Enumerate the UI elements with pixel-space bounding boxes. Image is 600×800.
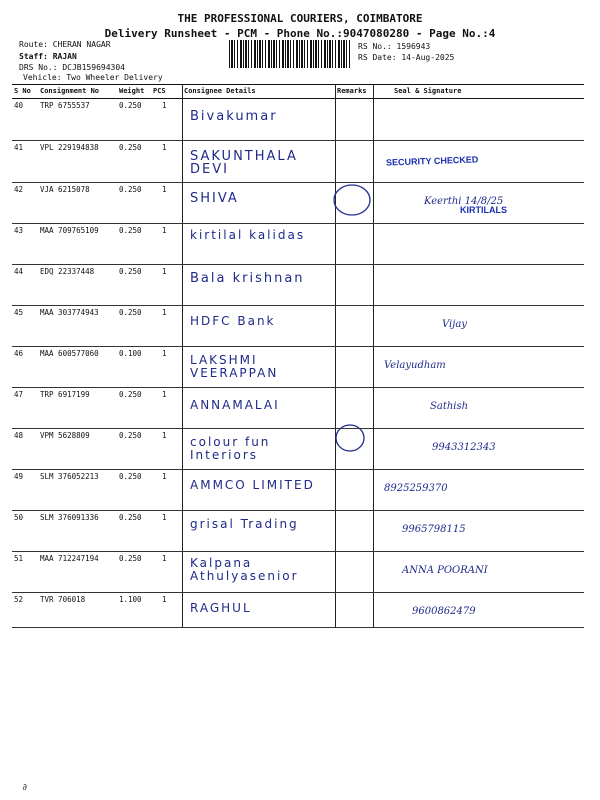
row-weight: 0.250: [119, 101, 142, 110]
row-weight: 0.250: [119, 143, 142, 152]
table-row: [12, 98, 584, 141]
row-consignee-handwritten: Kalpana Athulyasenior: [190, 556, 299, 583]
table-row: [12, 469, 584, 511]
row-consignment-no: MAA 712247194: [40, 554, 99, 563]
row-sno: 51: [14, 554, 24, 563]
row-weight: 0.250: [119, 185, 142, 194]
col-weight: Weight: [119, 87, 145, 95]
row-weight: 0.250: [119, 308, 142, 317]
row-sno: 42: [14, 185, 24, 194]
row-consignee-handwritten: HDFC Bank: [190, 314, 276, 328]
rs-date: RS Date: 14-Aug-2025: [358, 53, 455, 62]
table-row: [12, 346, 584, 388]
table-row: [12, 428, 584, 470]
table-row: [12, 264, 584, 306]
row-signature: ANNA POORANI: [402, 565, 488, 576]
row-weight: 1.100: [119, 595, 142, 604]
row-pcs: 1: [162, 185, 167, 194]
table-row: [12, 182, 584, 224]
row-weight: 0.250: [119, 390, 142, 399]
row-sno: 46: [14, 349, 24, 358]
table-row: [12, 223, 584, 265]
col-consignment: Consignment No: [40, 87, 100, 95]
row-sno: 48: [14, 431, 24, 440]
company-stamp: KIRTILALS: [460, 205, 507, 215]
row-consignment-no: TRP 6917199: [40, 390, 90, 399]
row-consignment-no: VPM 5628809: [40, 431, 90, 440]
row-pcs: 1: [162, 595, 167, 604]
row-consignee-handwritten: colour fun Interiors: [190, 435, 271, 462]
row-consignee-handwritten: ANNAMALAI: [190, 398, 280, 412]
row-pcs: 1: [162, 390, 167, 399]
staff-label: Staff: RAJAN: [19, 52, 77, 61]
row-consignment-no: VPL 229194838: [40, 143, 99, 152]
row-pcs: 1: [162, 143, 167, 152]
row-pcs: 1: [162, 349, 167, 358]
rs-number: RS No.: 1596943: [358, 42, 431, 51]
table-row: [12, 305, 584, 347]
row-pcs: 1: [162, 472, 167, 481]
row-signature: Keerthi 14/8/25: [424, 196, 504, 207]
row-consignment-no: SLM 376091336: [40, 513, 99, 522]
row-pcs: 1: [162, 101, 167, 110]
row-consignee-handwritten: SHIVA: [190, 191, 239, 206]
row-weight: 0.250: [119, 226, 142, 235]
row-signature: Vijay: [442, 319, 467, 330]
row-consignment-no: TVR 706018: [40, 595, 86, 604]
table-row: [12, 387, 584, 429]
row-sno: 52: [14, 595, 24, 604]
col-seal: Seal & Signature: [394, 87, 462, 95]
row-signature: 9943312343: [432, 442, 496, 453]
row-consignment-no: SLM 376052213: [40, 472, 99, 481]
company-title: THE PROFESSIONAL COURIERS, COIMBATORE: [177, 12, 423, 25]
row-pcs: 1: [162, 431, 167, 440]
row-signature: 9600862479: [412, 606, 476, 617]
table-row: [12, 592, 584, 628]
table-row: [12, 140, 584, 183]
row-consignee-handwritten: RAGHUL: [190, 601, 252, 615]
row-signature: Sathish: [430, 401, 469, 412]
row-sno: 40: [14, 101, 24, 110]
row-pcs: 1: [162, 226, 167, 235]
col-consignee: Consignee Details: [184, 87, 256, 95]
row-sno: 47: [14, 390, 24, 399]
row-weight: 0.250: [119, 431, 142, 440]
row-signature: 9965798115: [402, 524, 466, 535]
row-consignment-no: MAA 709765109: [40, 226, 99, 235]
row-weight: 0.250: [119, 513, 142, 522]
runsheet-subtitle: Delivery Runsheet - PCM - Phone No.:9047080280 - Page No.:4: [104, 27, 496, 40]
row-pcs: 1: [162, 267, 167, 276]
row-sno: 41: [14, 143, 24, 152]
table-row: [12, 551, 584, 593]
row-pcs: 1: [162, 308, 167, 317]
row-consignment-no: MAA 600577060: [40, 349, 99, 358]
col-remarks: Remarks: [337, 87, 367, 95]
barcode-image: [229, 40, 352, 68]
row-pcs: 1: [162, 554, 167, 563]
row-weight: 0.250: [119, 267, 142, 276]
row-sno: 43: [14, 226, 24, 235]
row-consignee-handwritten: Bivakumar: [190, 109, 278, 124]
table-row: [12, 510, 584, 552]
footer-mark: ∂: [22, 783, 28, 793]
row-sno: 50: [14, 513, 24, 522]
row-weight: 0.100: [119, 349, 142, 358]
row-consignee-handwritten: LAKSHMI VEERAPPAN: [190, 353, 279, 380]
row-sno: 44: [14, 267, 24, 276]
row-consignment-no: EDQ 22337448: [40, 267, 95, 276]
row-consignment-no: MAA 303774943: [40, 308, 99, 317]
row-weight: 0.250: [119, 472, 142, 481]
row-sno: 49: [14, 472, 24, 481]
row-consignment-no: VJA 6215078: [40, 185, 90, 194]
table-header: [12, 84, 584, 99]
consignment-table: [12, 84, 584, 627]
row-pcs: 1: [162, 513, 167, 522]
drs-label: DRS No.: DCJB159694304: [19, 63, 125, 72]
row-consignee-handwritten: Bala krishnan: [190, 271, 305, 286]
row-consignment-no: TRP 6755537: [40, 101, 90, 110]
route-label: Route: CHERAN NAGAR: [19, 40, 111, 49]
security-stamp: SECURITY CHECKED: [385, 154, 479, 168]
row-consignee-handwritten: grisal Trading: [190, 517, 299, 531]
col-sno: S No: [14, 87, 31, 95]
remarks-circle-mark: [330, 420, 370, 456]
vehicle-label: Vehicle: Two Wheeler Delivery: [23, 73, 163, 82]
row-consignee-handwritten: kirtilal kalidas: [190, 228, 306, 242]
row-weight: 0.250: [119, 554, 142, 563]
col-pcs: PCS: [153, 87, 166, 95]
row-signature: Velayudham: [384, 360, 446, 371]
row-signature: 8925259370: [384, 483, 448, 494]
row-sno: 45: [14, 308, 24, 317]
row-consignee-handwritten: SAKUNTHALA DEVI: [190, 149, 298, 177]
row-consignee-handwritten: AMMCO LIMITED: [190, 478, 315, 492]
remarks-circle-mark: [330, 180, 375, 220]
